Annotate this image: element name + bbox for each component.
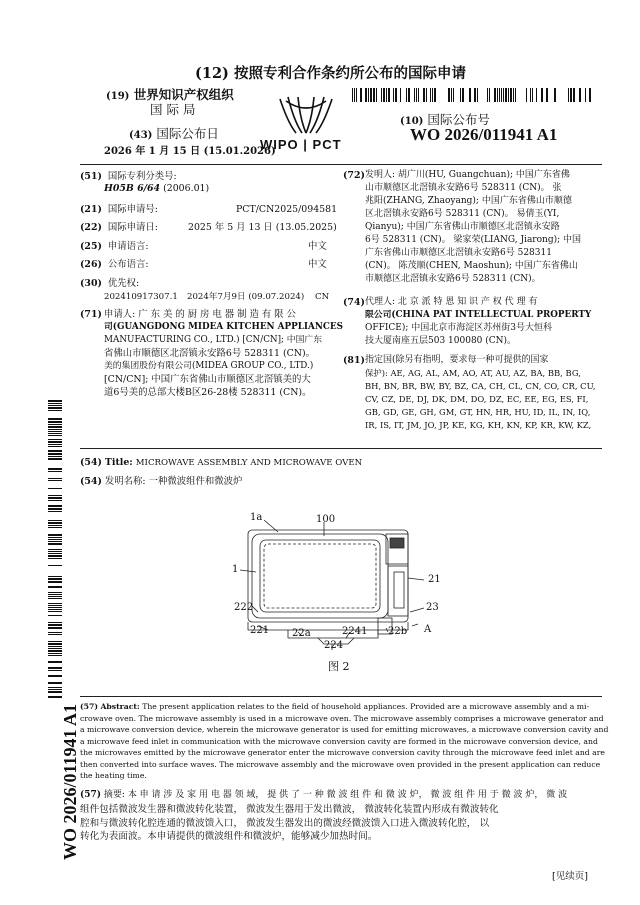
side-publication-number: WO 2026/011941 A1: [60, 703, 80, 860]
figure-label-1a: 1a: [250, 512, 263, 523]
field-25-value: 中文: [308, 241, 327, 252]
field-22: (22) 国际申请日:: [80, 222, 158, 233]
see-next-page: [见续页]: [552, 871, 588, 882]
field-51-value: H05B 6/64 (2006.01): [104, 183, 210, 194]
field-30-date: 2024年7月9日 (09.07.2024): [187, 292, 305, 302]
field-22-value: 2025 年 5 月 13 日 (13.05.2025): [188, 222, 337, 233]
figure-2: [228, 508, 441, 676]
org-sub: 国 际 局: [150, 102, 196, 117]
figure-label-222: 222: [234, 602, 254, 613]
field-26: (26) 公布语言:: [80, 259, 149, 270]
figure-label-100: 100: [316, 514, 336, 525]
wipo-logo-text: WIPO | PCT: [260, 137, 342, 152]
field-71-num: (71): [80, 309, 102, 320]
field-71-applicants: 申请人: 广 东 美 的 厨 房 电 器 制 造 有 限 公 司(GUANGDONG MIDEA KITCHEN APPLIANCES MANUFACTURING CO., LTD.) [CN/CN]; 中国广东 省佛山市顺德区北滘镇永安路6号 528311 (CN)。 美的集团股份有限公司(MIDEA GROUP CO., LTD.) [CN/CN]; 中国广东省佛山市顺德区北滘镇美的大 道6号美的总部大楼B区26-28楼 528311 (CN)。: [104, 309, 343, 398]
figure-label-a: A: [424, 624, 432, 635]
figure-label-1: 1: [232, 564, 239, 575]
figure-label-221: 221: [250, 625, 270, 636]
pub-number-label: (10) 国际公布号: [400, 112, 490, 127]
figure-label-22a: 22a: [292, 628, 311, 639]
barcode: [352, 87, 592, 101]
field-30-country: CN: [315, 292, 330, 302]
field-74-num: (74): [343, 297, 365, 308]
field-21-value: PCT/CN2025/094581: [236, 204, 338, 215]
side-barcode: [48, 400, 62, 700]
side-barcode-icon: [48, 400, 62, 700]
pub-date-label: (43) 国际公布日: [129, 126, 219, 141]
field-30: (30) 优先权:: [80, 278, 140, 289]
abstract-cn: (57) 摘要: 本 申 请 涉 及 家 用 电 器 领 域， 提 供 了 一 种 微 波 组 件 和 微 波 炉， 微 波 组 件 用 于 微 波 炉， 微 波 组件包括微波发生器和微波转化装置， 微波发生器用于发出微波， 微波转化装置内形成有微波转化 腔和与微波转化腔连通的微波馈入口， 微波发生器发出的微波经微波馈入口进入微波转化腔， 以 转化为表面波。本申请提供的微波组件和微波炉，能够减少加热时间。: [80, 790, 568, 843]
field-74-agent: 代理人: 北 京 派 特 恩 知 识 产 权 代 理 有 限公司(CHINA PAT INTELLECTUAL PROPERTY OFFICE); 中国北京市海淀区苏州街3号大恒科 技大厦南座五层503 100080 (CN)。: [365, 297, 592, 346]
field-72-inventors: 发明人: 胡广川(HU, Guangchuan); 中国广东省佛 山市顺德区北滘镇永安路6号 528311 (CN)。 张 兆阳(ZHANG, Zhaoyang); 中国广东省佛山市顺德 区北滘镇永安路6号 528311 (CN)。 易倩玉(YI, Qianyu); 中国广东省佛山市顺德区北滘镇永安路 6号 528311 (CN)。 梁家荣(LIANG, Jiarong); 中国 广东省佛山市顺德区北滘镇永安路6号 528311 (CN)。 陈茂顺(CHEN, Maoshun); 中国广东省佛山 市顺德区北滘镇永安路6号 528311 (CN)。: [365, 170, 581, 284]
field-30-appno: 202410917307.1: [104, 292, 178, 302]
field-81-states: 指定国(除另有指明，要求每一种可提供的国家 保护): AE, AG, AL, AM, AO, AT, AU, AZ, BA, BB, BG, BH, BN, BR, BW, BY, BZ, CA, CH, CL, CN, CO, CR, CU, CV, CZ, DE, DJ, DK, DM, DO, DZ, EC, EE, EG, ES, FI, GB, GD, GE, GH, GM, GT, HN, HR, HU, ID, IL, IN, IQ, IR, IS, IT, JM, JO, JP, KE, KG, KH, KN, KP, KR, KW, KZ,: [365, 355, 596, 430]
wipo-pct-logo: [258, 93, 354, 155]
figure-label-23: 23: [426, 602, 439, 613]
title-en: (54) Title: MICROWAVE ASSEMBLY AND MICROWAVE OVEN: [80, 457, 363, 468]
figure-label-2241: 2241: [342, 626, 368, 637]
field-72-num: (72): [343, 170, 365, 181]
field-26-value: 中文: [308, 259, 327, 270]
field-21: (21) 国际申请号:: [80, 204, 158, 215]
abstract-en: (57) Abstract: The present application relates to the field of household appliances. Provided are a microwave assembly and a mi- crowave oven. The microwave assembly is used in a microwave oven. The microwave assembly comprises a microwave generator and a microwave conversion device, wherein the microwave generator is used for emitting microwaves, a microwave conversion cavity and a microwave feed inlet in communication with the microwave conversion cavity are formed in the microwave conversion device, and the microwaves emitted by the microwave generator enter the microwave conversion cavity through the microwave feed inlet and are then converted into surface waves. The microwave assembly and the microwave oven provided in the present application can reduce the heating time.: [80, 702, 609, 780]
figure-caption: 图 2: [328, 660, 350, 673]
pub-date-value: 2026 年 1 月 15 日 (15.01.2026): [104, 146, 276, 157]
field-25: (25) 申请语言:: [80, 241, 149, 252]
org-name: (19) 世界知识产权组织: [106, 87, 234, 102]
document-title: (12) 按照专利合作条约所公布的国际申请: [195, 65, 466, 82]
pub-number-value: WO 2026/011941 A1: [410, 125, 558, 144]
figure-label-224: 224: [324, 640, 344, 651]
title-cn: (54) 发明名称: 一种微波组件和微波炉: [80, 476, 243, 487]
barcode-icon: [352, 88, 592, 102]
field-81-num: (81): [343, 355, 365, 366]
field-51: (51) 国际专利分类号:: [80, 171, 177, 182]
figure-label-21: 21: [428, 574, 441, 585]
figure-label-22b: 22b: [388, 626, 408, 637]
